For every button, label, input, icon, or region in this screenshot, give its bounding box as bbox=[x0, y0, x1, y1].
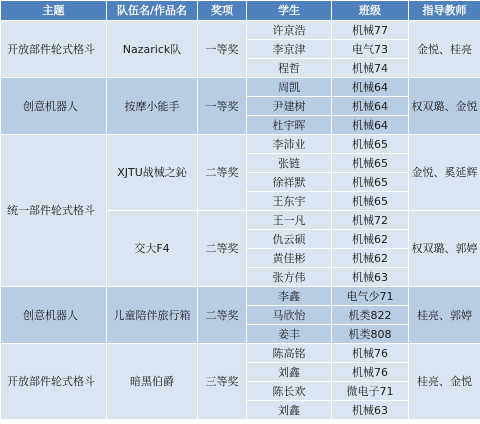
student-cell: 刘鑫 bbox=[247, 363, 332, 382]
student-cell: 李鑫 bbox=[247, 287, 332, 306]
advisor-cell: 桂亮、郭婷 bbox=[409, 287, 480, 344]
award-cell: 一等奖 bbox=[198, 78, 247, 135]
class-cell: 机械65 bbox=[332, 135, 409, 154]
advisor-cell: 权双璐、金悦 bbox=[409, 78, 480, 135]
table-row bbox=[1, 21, 480, 40]
student-cell: 周凯 bbox=[247, 78, 332, 97]
team-cell: 按摩小能手 bbox=[107, 78, 198, 135]
class-cell: 电气少71 bbox=[332, 287, 409, 306]
class-cell: 机械72 bbox=[332, 211, 409, 230]
theme-cell: 创意机器人 bbox=[1, 287, 107, 344]
class-cell: 机械65 bbox=[332, 173, 409, 192]
student-cell: 徐祥默 bbox=[247, 173, 332, 192]
class-cell: 机械77 bbox=[332, 21, 409, 40]
student-cell: 杜宇晖 bbox=[247, 116, 332, 135]
class-cell: 机械63 bbox=[332, 401, 409, 420]
award-cell: 二等奖 bbox=[198, 211, 247, 287]
class-cell: 机械64 bbox=[332, 97, 409, 116]
table-row bbox=[1, 287, 480, 306]
award-cell: 三等奖 bbox=[198, 344, 247, 420]
class-cell: 机械62 bbox=[332, 230, 409, 249]
class-cell: 机械76 bbox=[332, 344, 409, 363]
team-cell: 儿童陪伴旅行箱 bbox=[107, 287, 198, 344]
team-cell: XJTU战械之鈊 bbox=[107, 135, 198, 211]
header-team: 队伍名/作品名 bbox=[107, 1, 198, 21]
student-cell: 仇云硕 bbox=[247, 230, 332, 249]
student-cell: 李沛业 bbox=[247, 135, 332, 154]
class-cell: 机械65 bbox=[332, 192, 409, 211]
advisor-cell: 权双璐、郭婷 bbox=[409, 211, 480, 287]
class-cell: 机械62 bbox=[332, 249, 409, 268]
class-cell: 机械76 bbox=[332, 363, 409, 382]
class-cell: 机械64 bbox=[332, 78, 409, 97]
award-cell: 二等奖 bbox=[198, 287, 247, 344]
class-cell: 机械63 bbox=[332, 268, 409, 287]
student-cell: 李京津 bbox=[247, 40, 332, 59]
class-cell: 机类822 bbox=[332, 306, 409, 325]
class-cell: 电气73 bbox=[332, 40, 409, 59]
team-cell: 暗黑伯爵 bbox=[107, 344, 198, 420]
header-student: 学生 bbox=[247, 1, 332, 21]
student-cell: 王一凡 bbox=[247, 211, 332, 230]
class-cell: 机械64 bbox=[332, 116, 409, 135]
header-award: 奖项 bbox=[198, 1, 247, 21]
header-advisor: 指导教师 bbox=[409, 1, 480, 21]
student-cell: 马欣怡 bbox=[247, 306, 332, 325]
student-cell: 刘鑫 bbox=[247, 401, 332, 420]
class-cell: 机械65 bbox=[332, 154, 409, 173]
table-row bbox=[1, 344, 480, 363]
student-cell: 尹建树 bbox=[247, 97, 332, 116]
student-cell: 陈长欢 bbox=[247, 382, 332, 401]
student-cell: 黄佳彬 bbox=[247, 249, 332, 268]
header-theme: 主题 bbox=[1, 1, 107, 21]
student-cell: 许京浩 bbox=[247, 21, 332, 40]
theme-cell: 开放部件轮式格斗 bbox=[1, 344, 107, 420]
advisor-cell: 桂亮、金悦 bbox=[409, 344, 480, 420]
student-cell: 张方伟 bbox=[247, 268, 332, 287]
student-cell: 张链 bbox=[247, 154, 332, 173]
student-cell: 陈高铭 bbox=[247, 344, 332, 363]
class-cell: 微电子71 bbox=[332, 382, 409, 401]
award-cell: 二等奖 bbox=[198, 135, 247, 211]
team-cell: Nazarick队 bbox=[107, 21, 198, 78]
student-cell: 程哲 bbox=[247, 59, 332, 78]
theme-cell: 创意机器人 bbox=[1, 78, 107, 135]
theme-cell: 统一部件轮式格斗 bbox=[1, 135, 107, 287]
class-cell: 机械74 bbox=[332, 59, 409, 78]
team-cell: 交大F4 bbox=[107, 211, 198, 287]
table-row bbox=[1, 78, 480, 97]
advisor-cell: 金悦、桂亮 bbox=[409, 21, 480, 78]
table-row bbox=[1, 135, 480, 154]
student-cell: 姜丰 bbox=[247, 325, 332, 344]
student-cell: 王东宇 bbox=[247, 192, 332, 211]
advisor-cell: 金悦、奚延辉 bbox=[409, 135, 480, 211]
header-row bbox=[1, 1, 480, 21]
header-class: 班级 bbox=[332, 1, 409, 21]
class-cell: 机类808 bbox=[332, 325, 409, 344]
theme-cell: 开放部件轮式格斗 bbox=[1, 21, 107, 78]
award-cell: 一等奖 bbox=[198, 21, 247, 78]
